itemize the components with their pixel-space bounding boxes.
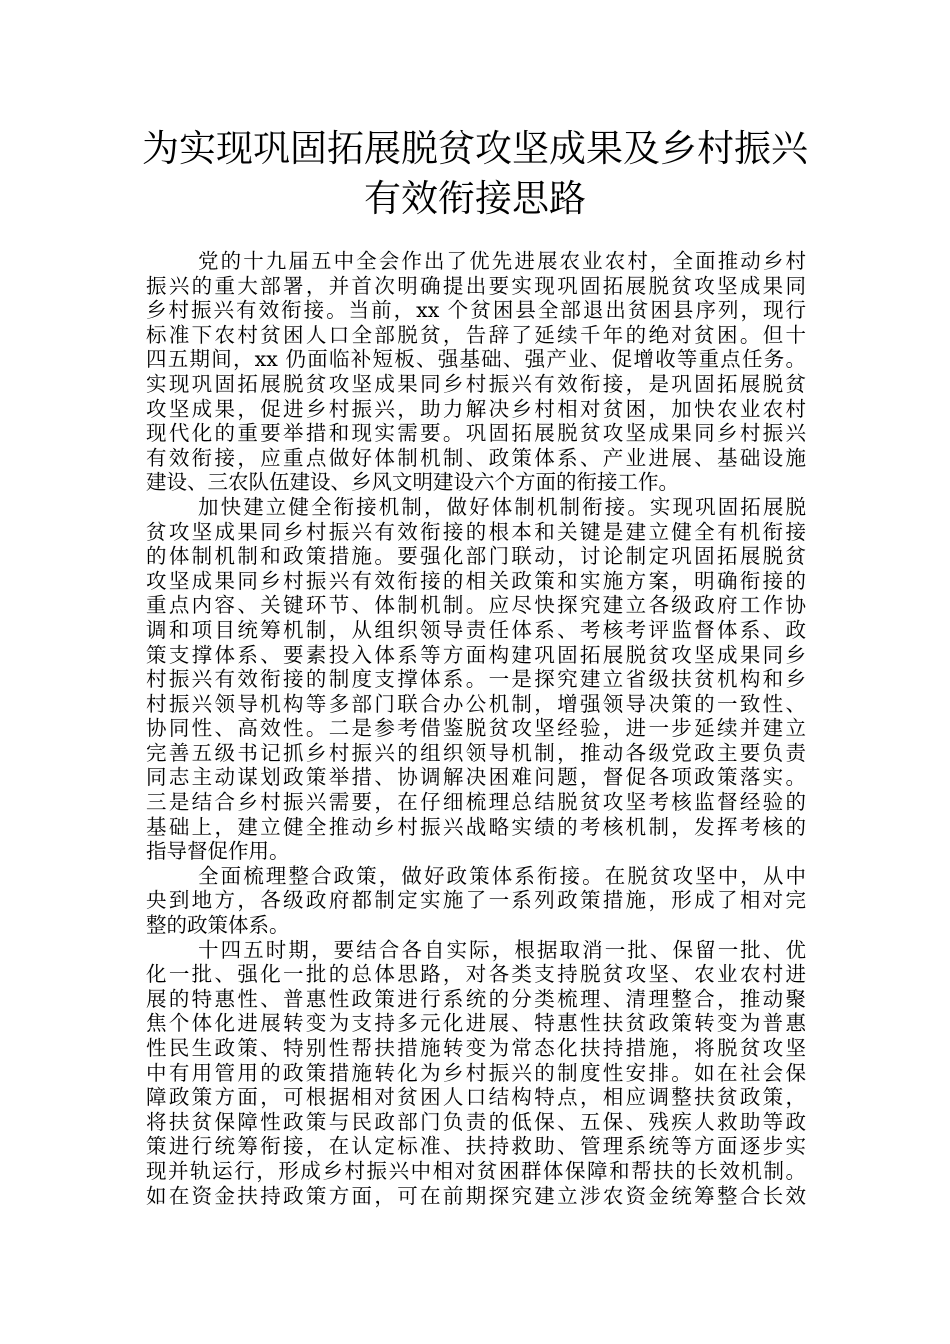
paragraph-line: 攻坚成果，促进乡村振兴，助力解决乡村相对贫困，加快农业农村 [146,396,806,421]
paragraph-line: 十四五时期，要结合各自实际，根据取消一批、保留一批、优 [198,937,806,962]
paragraph-line: 整的政策体系。 [146,913,290,938]
paragraph-line: 策进行统筹衔接，在认定标准、扶持救助、管理系统等方面逐步实 [146,1134,806,1159]
paragraph-line: 将扶贫保障性政策与民政部门负责的低保、五保、残疾人救助等政 [146,1109,806,1134]
paragraph-line: 现并轨运行，形成乡村振兴中相对贫困群体保障和帮扶的长效机制。 [146,1158,806,1183]
paragraph-line: 完善五级书记抓乡村振兴的组织领导机制，推动各级党政主要负责 [146,740,806,765]
paragraph-line: 展的特惠性、普惠性政策进行系统的分类梳理、清理整合，推动聚 [146,986,806,1011]
title-line-2: 有效衔接思路 [364,177,586,220]
paragraph-line: 三是结合乡村振兴需要，在仔细梳理总结脱贫攻坚考核监督经验的 [146,790,806,815]
paragraph-line: 攻坚成果同乡村振兴有效衔接的相关政策和实施方案，明确衔接的 [146,568,806,593]
paragraph-line: 加快建立健全衔接机制，做好体制机制衔接。实现巩固拓展脱 [198,494,806,519]
paragraph-line: 央到地方，各级政府都制定实施了一系列政策措施，形成了相对完 [146,888,806,913]
paragraph-line: 焦个体化进展转变为支持多元化进展、特惠性扶贫政策转变为普惠 [146,1011,806,1036]
paragraph-line: 的体制机制和政策措施。要强化部门联动，讨论制定巩固拓展脱贫 [146,544,806,569]
paragraph-line: 中有用管用的政策措施转化为乡村振兴的制度性安排。如在社会保 [146,1060,806,1085]
paragraph-line: 现代化的重要举措和现实需要。巩固拓展脱贫攻坚成果同乡村振兴 [146,421,806,446]
paragraph-line: 有效衔接，应重点做好体制机制、政策体系、产业进展、基础设施 [146,445,806,470]
paragraph-line: 标准下农村贫困人口全部脱贫，告辞了延续千年的绝对贫困。但十 [146,322,806,347]
paragraph-line: 化一批、强化一批的总体思路，对各类支持脱贫攻坚、农业农村进 [146,962,806,987]
paragraph-line: 四五期间，xx 仍面临补短板、强基础、强产业、促增收等重点任务。 [146,347,806,372]
paragraph-line: 障政策方面，可根据相对贫困人口结构特点，相应调整扶贫政策， [146,1085,806,1110]
paragraph-4 [146,938,806,1209]
paragraph-line: 党的十九届五中全会作出了优先进展农业农村，全面推动乡村 [198,249,806,273]
paragraph-line: 调和项目统筹机制，从组织领导责任体系、考核考评监督体系、政 [146,617,806,642]
paragraph-line: 村振兴有效衔接的制度支撑体系。一是探究建立省级扶贫机构和乡 [146,667,806,692]
paragraph-line: 如在资金扶持政策方面，可在前期探究建立涉农资金统筹整合长效 [146,1183,806,1208]
paragraph-line: 同志主动谋划政策举措、协调解决困难问题，督促各项政策落实。 [146,765,806,790]
paragraph-line: 村振兴领导机构等多部门联合办公机制，增强领导决策的一致性、 [146,691,806,716]
paragraph-1 [146,249,806,495]
paragraph-line: 实现巩固拓展脱贫攻坚成果同乡村振兴有效衔接，是巩固拓展脱贫 [146,371,806,396]
paragraph-line: 振兴的重大部署，并首次明确提出要实现巩固拓展脱贫攻坚成果同 [146,273,806,298]
paragraph-line: 建设、三农队伍建设、乡风文明建设六个方面的衔接工作。 [146,470,679,495]
title-line-1: 为实现巩固拓展脱贫攻坚成果及乡村振兴 [142,127,808,170]
paragraph-line: 策支撑体系、要素投入体系等方面构建巩固拓展脱贫攻坚成果同乡 [146,642,806,667]
paragraph-line: 乡村振兴有效衔接。当前，xx 个贫困县全部退出贫困县序列，现行 [146,298,806,323]
document-title [100,124,850,224]
paragraph-line: 重点内容、关键环节、体制机制。应尽快探究建立各级政府工作协 [146,593,806,618]
paragraph-2 [146,495,806,864]
paragraph-line: 全面梳理整合政策，做好政策体系衔接。在脱贫攻坚中，从中 [198,863,806,888]
paragraph-line: 性民生政策、特别性帮扶措施转变为常态化扶持措施，将脱贫攻坚 [146,1036,806,1060]
document-body [146,249,806,1208]
paragraph-line: 指导督促作用。 [146,839,290,864]
paragraph-line: 贫攻坚成果同乡村振兴有效衔接的根本和关键是建立健全有机衔接 [146,519,806,544]
paragraph-line: 协同性、高效性。二是参考借鉴脱贫攻坚经验，进一步延续并建立 [146,716,806,741]
paragraph-3 [146,864,806,938]
paragraph-line: 基础上，建立健全推动乡村振兴战略实绩的考核机制，发挥考核的 [146,814,806,839]
